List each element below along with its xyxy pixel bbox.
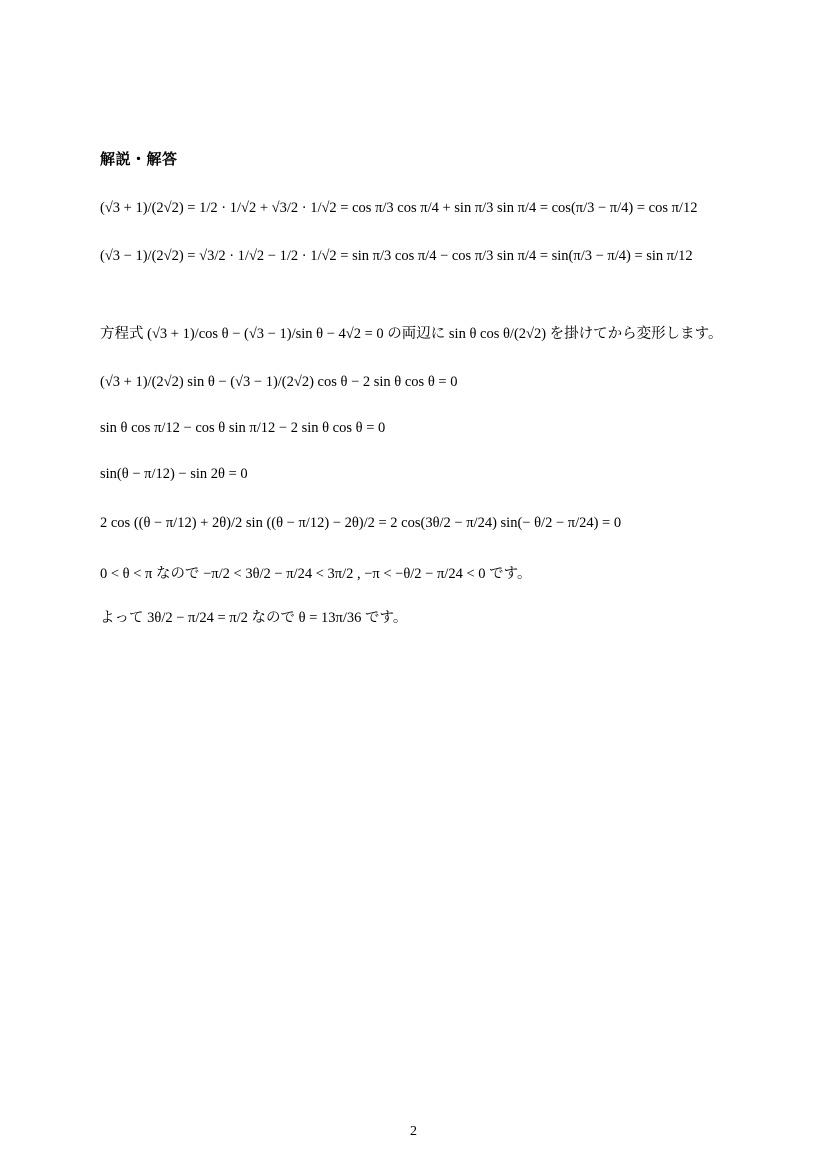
equation-step-2: sin θ cos π/12 − cos θ sin π/12 − 2 sin θ cos θ = 0 xyxy=(100,420,386,436)
equation-cos-pi-12: (√3 + 1)/(2√2) = 1/2 · 1/√2 + √3/2 · 1/√2 = cos π/3 cos π/4 + sin π/3 sin π/4 = cos(π/3 − π/4) = cos π/12 xyxy=(100,200,698,216)
equation-step-4: 2 cos ((θ − π/12) + 2θ)/2 sin ((θ − π/12) − 2θ)/2 = 2 cos(3θ/2 − π/24) sin(− θ/2 − π/24) = 0 xyxy=(100,515,622,531)
equation-range: 0 < θ < π なので −π/2 < 3θ/2 − π/24 < 3π/2 , −π < −θ/2 − π/24 < 0 です。 xyxy=(100,566,532,582)
equation-sin-pi-12: (√3 − 1)/(2√2) = √3/2 · 1/√2 − 1/2 · 1/√2 = sin π/3 cos π/4 − cos π/3 sin π/4 = sin(π/3 − π/4) = sin π/12 xyxy=(100,248,693,264)
equation-step-3: sin(θ − π/12) − sin 2θ = 0 xyxy=(100,466,248,482)
equation-answer: よって 3θ/2 − π/24 = π/2 なので θ = 13π/36 です。 xyxy=(100,610,408,626)
equation-transform-intro: 方程式 (√3 + 1)/cos θ − (√3 − 1)/sin θ − 4√2 = 0 の両辺に sin θ cos θ/(2√2) を掛けてから変形します。 xyxy=(100,326,723,342)
page-number: 2 xyxy=(410,1124,417,1139)
equation-step-1: (√3 + 1)/(2√2) sin θ − (√3 − 1)/(2√2) cos θ − 2 sin θ cos θ = 0 xyxy=(100,374,458,390)
section-heading: 解説・解答 xyxy=(100,150,178,168)
